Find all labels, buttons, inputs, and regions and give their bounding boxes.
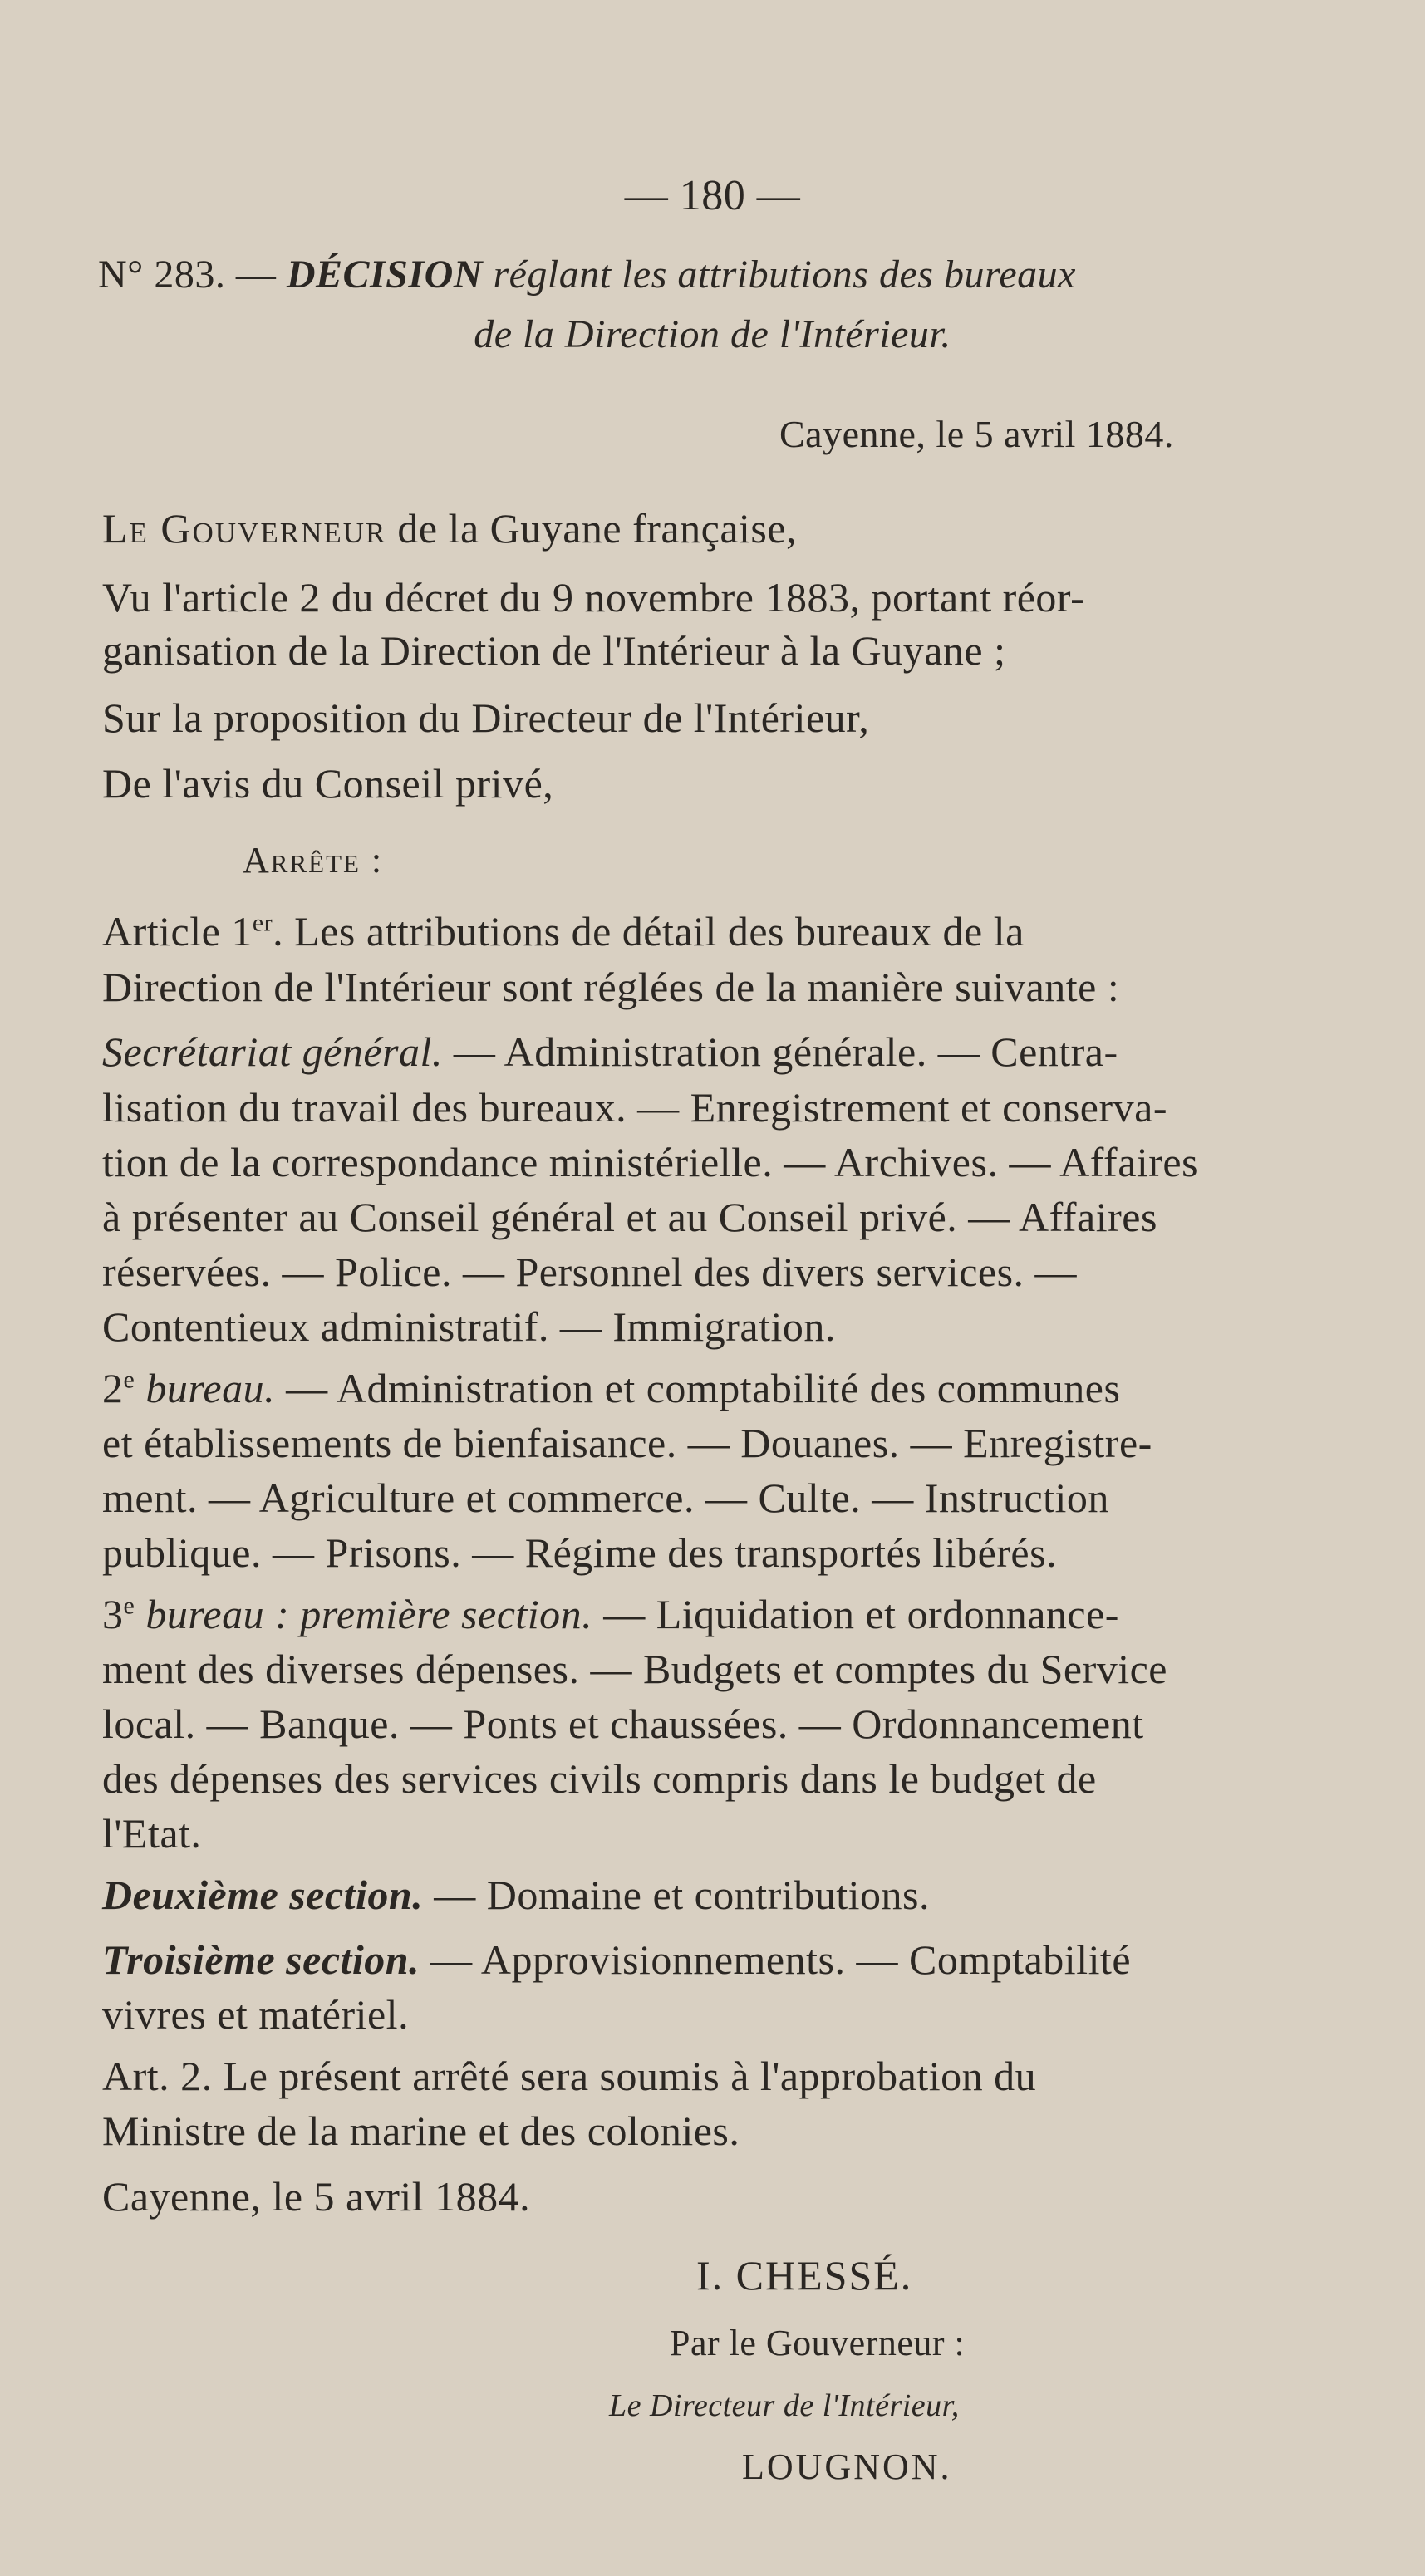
dateline: Cayenne, le 5 avril 1884. (779, 413, 1174, 455)
secretariat-line6: Contentieux administratif. — Immigration. (102, 1303, 836, 1350)
decision-title-bold: DÉCISION (286, 253, 483, 297)
secretariat-line1 (102, 1026, 1118, 1077)
signature-director: LOUGNON. (742, 2446, 952, 2487)
bureau3-line1 (102, 1588, 1119, 1640)
secretariat-label: Secrétariat général. (102, 1028, 443, 1075)
bureau2-sup: e (123, 1366, 135, 1394)
bureau3-text: — Liquidation et ordonnance- (592, 1591, 1119, 1637)
article2-line1: Art. 2. Le présent arrêté sera soumis à l'approbation du (102, 2053, 1037, 2099)
bureau3-line3: local. — Banque. — Ponts et chaussées. — Ordonnancement (102, 1700, 1144, 1747)
decision-number: N° 283. (98, 253, 226, 297)
article1-sup: er (252, 909, 273, 937)
decision-title: réglant les attributions des bureaux (493, 253, 1076, 297)
arrete-label: Arrête : (243, 840, 384, 881)
opening-line (102, 503, 797, 554)
bureau2-line4: publique. — Prisons. — Régime des transportés libérés. (102, 1529, 1058, 1576)
section2-text: — Domaine et contributions. (423, 1872, 930, 1918)
bureau3-line4: des dépenses des services civils compris dans le budget de (102, 1755, 1097, 1802)
article1-line1 (102, 905, 1025, 957)
secretariat-line3: tion de la correspondance ministérielle. — Archives. — Affaires (102, 1139, 1199, 1185)
secretariat-line2: lisation du travail des bureaux. — Enregistrement et conserva- (102, 1084, 1167, 1131)
page-number: — 180 — (624, 172, 801, 219)
bureau2-num: 2 (102, 1365, 124, 1411)
signature-par: Par le Gouverneur : (670, 2323, 966, 2363)
section2-line (102, 1869, 930, 1921)
signature-name: I. CHESSÉ. (696, 2252, 913, 2299)
section3-label: Troisième section. (102, 1936, 420, 1983)
article1-label: Article 1 (102, 908, 253, 954)
section3-line2: vivres et matériel. (102, 1991, 410, 2038)
subject-rest: de la Guyane française, (397, 505, 798, 552)
bureau3-num: 3 (102, 1591, 124, 1637)
heading-dash: — (235, 253, 277, 297)
subject-caps: Le Gouverneur (102, 505, 387, 552)
closing-date: Cayenne, le 5 avril 1884. (102, 2173, 531, 2220)
section3-line1 (102, 1934, 1131, 1985)
section3-text: — Approvisionnements. — Comptabilité (420, 1936, 1132, 1983)
bureau3-label: bureau : première section. (135, 1591, 593, 1637)
considerant-3: Sur la proposition du Directeur de l'Intérieur, (102, 694, 870, 741)
decision-title-line2: de la Direction de l'Intérieur. (474, 312, 951, 356)
bureau3-sup: e (123, 1592, 135, 1620)
article1-rest: . Les attributions de détail des bureaux de la (273, 908, 1025, 954)
secretariat-line5: réservées. — Police. — Personnel des divers services. — (102, 1249, 1078, 1295)
considerant-2: ganisation de la Direction de l'Intérieur à la Guyane ; (102, 627, 1006, 674)
bureau2-line1 (102, 1362, 1120, 1414)
bureau3-line5: l'Etat. (102, 1810, 202, 1857)
bureau2-line3: ment. — Agriculture et commerce. — Culte. — Instruction (102, 1474, 1109, 1521)
bureau2-text: — Administration et comptabilité des communes (275, 1365, 1121, 1411)
bureau2-label: bureau. (135, 1365, 276, 1411)
secretariat-line4: à présenter au Conseil général et au Conseil privé. — Affaires (102, 1194, 1157, 1240)
article2-line2: Ministre de la marine et des colonies. (102, 2107, 740, 2154)
considerant-1: Vu l'article 2 du décret du 9 novembre 1883, portant réor- (102, 574, 1085, 621)
bureau2-line2: et établissements de bienfaisance. — Douanes. — Enregistre- (102, 1420, 1152, 1466)
considerant-4: De l'avis du Conseil privé, (102, 760, 554, 807)
decision-heading (98, 249, 1076, 301)
section2-label: Deuxième section. (102, 1872, 424, 1918)
article1-line2: Direction de l'Intérieur sont réglées de la manière suivante : (102, 964, 1120, 1010)
bureau3-line2: ment des diverses dépenses. — Budgets et comptes du Service (102, 1646, 1167, 1692)
signature-title: Le Directeur de l'Intérieur, (609, 2388, 960, 2423)
secretariat-text: — Administration générale. — Centra- (442, 1028, 1118, 1075)
